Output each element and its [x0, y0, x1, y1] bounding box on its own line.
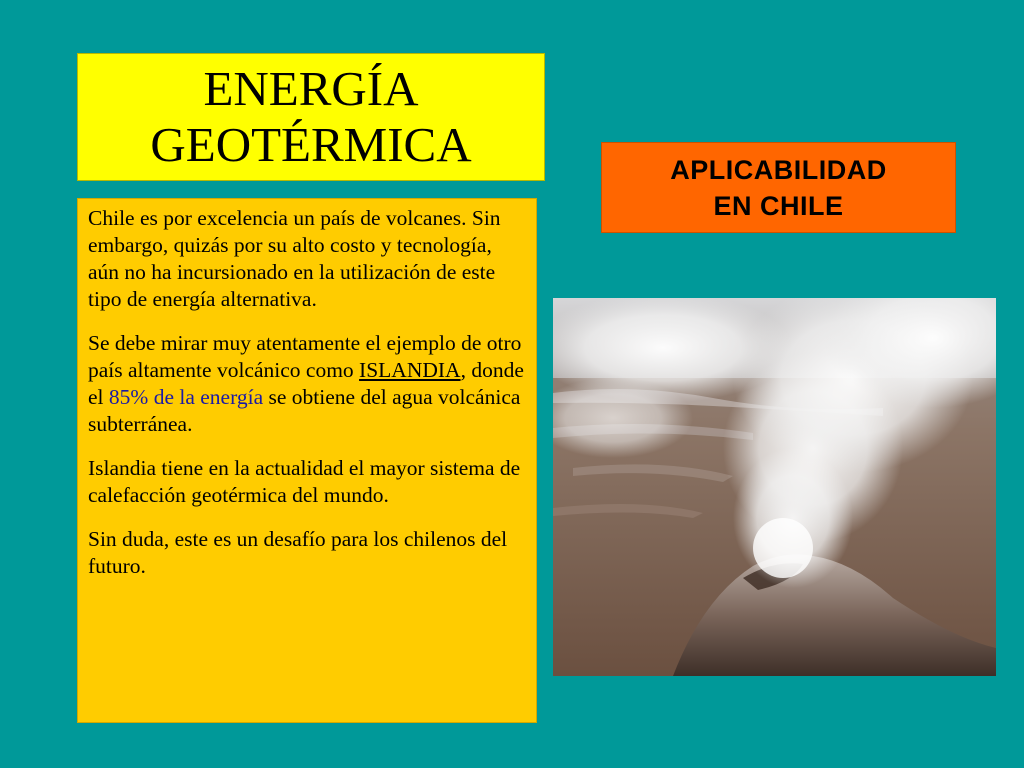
subtitle-line-2: EN CHILE: [713, 190, 844, 221]
geyser-illustration: [553, 298, 996, 676]
paragraph-2: [88, 330, 526, 438]
slide-subtitle: [601, 142, 956, 233]
body-text-box: [77, 198, 537, 723]
slide-title: [77, 53, 545, 181]
energy-percentage-highlight: 85% de la energía: [108, 385, 264, 409]
paragraph-2-text-a: Se debe mirar muy atentamente el ejemplo de otro país altamente volcánico como: [88, 331, 522, 382]
subtitle-line-1: APLICABILIDAD: [670, 154, 887, 185]
paragraph-1: Chile es por excelencia un país de volcanes. Sin embargo, quizás por su alto costo y tecnología, aún no ha incursionado en la utilización de este tipo de energía alternativa.: [88, 206, 501, 311]
geyser-photo: [553, 298, 996, 676]
islandia-link[interactable]: ISLANDIA: [359, 358, 461, 382]
paragraph-2-text-c: se obtiene del agua volcánica subterránea.: [88, 385, 521, 436]
paragraph-4: Sin duda, este es un desafío para los chilenos del futuro.: [88, 527, 508, 578]
paragraph-2-text-b: , donde el: [88, 358, 524, 409]
paragraph-3: Islandia tiene en la actualidad el mayor sistema de calefacción geotérmica del mundo.: [88, 456, 521, 507]
title-line-2: GEOTÉRMICA: [150, 117, 472, 172]
title-line-1: ENERGÍA: [203, 61, 419, 116]
